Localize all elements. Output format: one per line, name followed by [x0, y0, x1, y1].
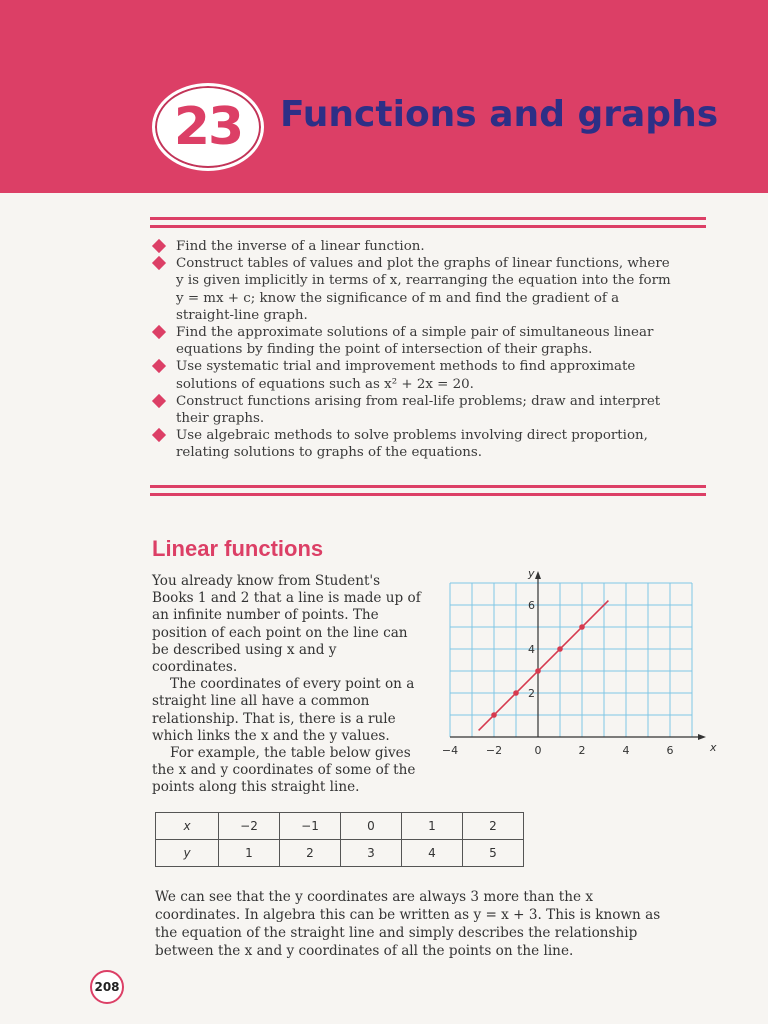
table-header-y: y [156, 840, 219, 867]
objective-item [150, 393, 680, 427]
objective-item [150, 255, 680, 324]
diamond-bullet-icon [152, 256, 166, 270]
diamond-bullet-icon [152, 394, 166, 408]
y-tick-label: 4 [528, 643, 535, 656]
table-cell: 1 [219, 840, 280, 867]
table-header-x: x [156, 813, 219, 840]
chapter-banner [0, 0, 768, 193]
chapter-title: Functions and graphs [280, 94, 719, 135]
intro-paragraph: For example, the table below gives the x and y coordinates of some of the points along this straight line. [152, 745, 416, 796]
objectives-bottom-rule [150, 485, 706, 496]
objective-text: Use algebraic methods to solve problems involving direct proportion, relating solutions to graphs of the equations. [176, 428, 648, 461]
x-axis-label: x [710, 741, 717, 754]
objective-text: Find the inverse of a linear function. [176, 239, 425, 254]
coordinates-table [155, 812, 524, 867]
objective-text: Find the approximate solutions of a simple pair of simultaneous linear equations by finding the point of intersection of their graphs. [176, 325, 654, 358]
table-cell: 2 [463, 813, 524, 840]
objective-item [150, 427, 680, 461]
x-tick-label: −4 [441, 744, 459, 757]
table-row-y [156, 840, 524, 867]
objective-text: Use systematic trial and improvement methods to find approximate solutions of equations such as x² + 2x = 20. [176, 359, 636, 392]
diamond-bullet-icon [152, 428, 166, 442]
series-line [479, 601, 609, 731]
section-heading: Linear functions [152, 536, 324, 561]
page-number: 208 [90, 970, 124, 1004]
x-tick-label: 2 [578, 744, 586, 757]
data-point [491, 712, 497, 718]
objective-item [150, 238, 680, 255]
intro-paragraph: The coordinates of every point on a straight line all have a common relationship. That is, there is a rule which links the x and the y values. [152, 676, 415, 744]
y-axis-label: y [528, 567, 535, 580]
diamond-bullet-icon [152, 359, 166, 373]
objective-text: Construct tables of values and plot the graphs of linear functions, where y is given implicitly in terms of x, rearranging the equation into the form y = mx + c; know the significance of m and find the gradient of a straight-line graph. [176, 256, 671, 323]
table-cell: 5 [463, 840, 524, 867]
data-point [557, 646, 563, 652]
x-tick-label: 0 [534, 744, 542, 757]
table-cell: 1 [402, 813, 463, 840]
table-cell: 3 [341, 840, 402, 867]
table-cell: −2 [219, 813, 280, 840]
diamond-bullet-icon [152, 239, 166, 253]
intro-text [152, 573, 422, 797]
y-axis-arrow-icon [535, 571, 541, 579]
objectives-list [150, 238, 680, 462]
objective-item [150, 358, 680, 392]
table-cell: 0 [341, 813, 402, 840]
table-cell: 4 [402, 840, 463, 867]
data-point [535, 668, 541, 674]
chapter-number: 23 [173, 97, 243, 157]
y-tick-label: 6 [528, 599, 535, 612]
data-point [513, 690, 519, 696]
data-point [579, 624, 585, 630]
y-tick-label: 2 [528, 687, 535, 700]
objective-item [150, 324, 680, 358]
table-cell: −1 [280, 813, 341, 840]
objective-text: Construct functions arising from real-life problems; draw and interpret their graphs. [176, 393, 661, 427]
x-tick-label: 6 [666, 744, 674, 757]
chapter-number-badge [152, 83, 264, 171]
table-cell: 2 [280, 840, 341, 867]
x-tick-label: 4 [622, 744, 630, 757]
linear-graph [441, 567, 717, 762]
x-tick-label: −2 [485, 744, 503, 757]
equation-paragraph: We can see that the y coordinates are always 3 more than the x coordinates. In algebra this can be written as y = x + 3. This is known as the equation of the straight line and simply describes the relationship between the x and y coordinates of all the points on the line. [155, 889, 661, 959]
table-row-x [156, 813, 524, 840]
objectives-top-rule [150, 217, 706, 228]
x-axis-arrow-icon [698, 734, 706, 740]
intro-paragraph: You already know from Student's Books 1 and 2 that a line is made up of an infinite number of points. The position of each point on the line can be described using x and y coordinates. [152, 573, 421, 676]
diamond-bullet-icon [152, 325, 166, 339]
